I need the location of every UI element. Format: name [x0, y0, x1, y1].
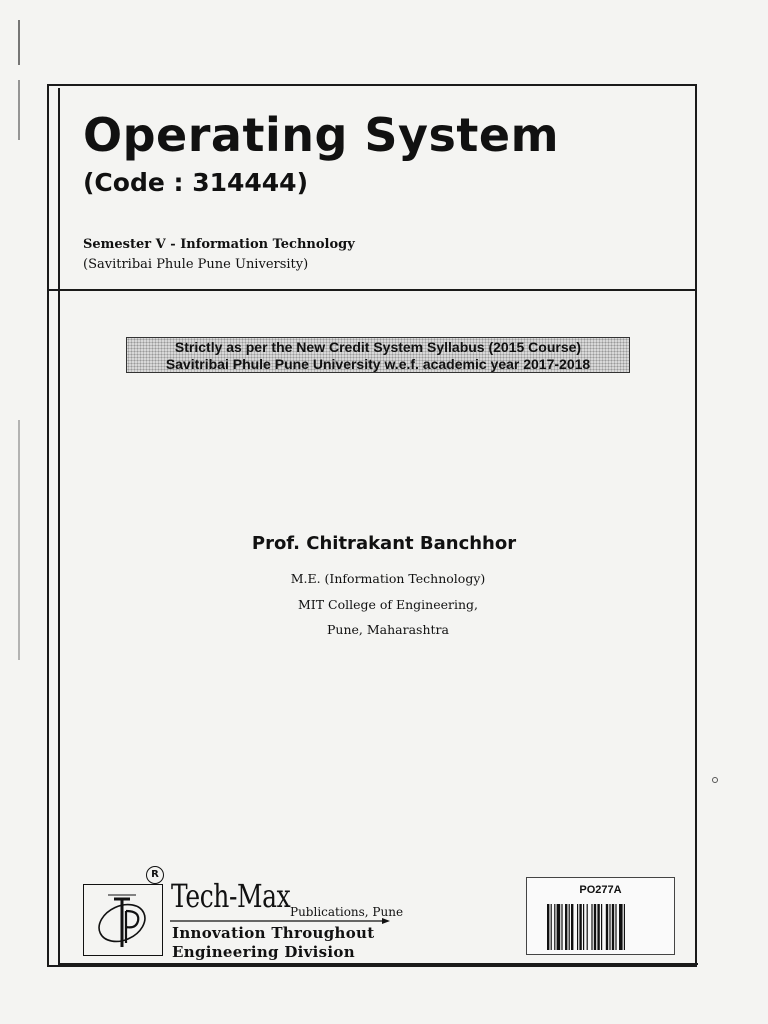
- barcode-bar: [569, 904, 570, 950]
- techmax-logo-icon: [83, 884, 163, 956]
- publisher-tagline-2: Engineering Division: [172, 943, 355, 961]
- author-city: Pune, Maharashtra: [327, 622, 449, 637]
- barcode-bar: [547, 904, 549, 950]
- author-name: Prof. Chitrakant Banchhor: [251, 533, 517, 554]
- barcode-icon: [547, 904, 655, 950]
- barcode-bar: [594, 904, 596, 950]
- barcode-bar: [577, 904, 578, 950]
- publisher-tagline-1: Innovation Throughout: [172, 924, 375, 942]
- publisher-location: Publications, Pune: [290, 905, 404, 919]
- barcode-bar: [554, 904, 555, 950]
- university-label: (Savitribai Phule Pune University): [83, 257, 309, 272]
- registered-trademark-icon: R: [146, 866, 164, 884]
- barcode-bar: [624, 904, 625, 950]
- barcode-bar: [561, 904, 562, 950]
- semester-label: Semester V - Information Technology: [83, 237, 355, 252]
- book-title: Operating System: [83, 108, 560, 162]
- barcode-bar: [571, 904, 573, 950]
- barcode-code: PO277A: [579, 884, 622, 896]
- author-degree: M.E. (Information Technology): [290, 571, 486, 586]
- barcode-panel: [526, 877, 675, 955]
- barcode-bar: [587, 904, 588, 950]
- barcode-bar: [619, 904, 623, 950]
- syllabus-line-2: Savitribai Phule Pune University w.e.f. academic year 2017-2018: [165, 356, 591, 372]
- barcode-bar: [609, 904, 610, 950]
- barcode-bar: [597, 904, 599, 950]
- barcode-bar: [606, 904, 608, 950]
- barcode-bar: [591, 904, 592, 950]
- barcode-bar: [615, 904, 616, 950]
- publisher-brand: Tech-Max: [171, 877, 291, 915]
- barcode-bar: [612, 904, 614, 950]
- cover-inner-frame: [58, 88, 698, 965]
- scan-edge-artifact: [18, 20, 20, 660]
- barcode-bar: [579, 904, 581, 950]
- header-divider: [47, 289, 697, 291]
- barcode-bar: [565, 904, 567, 950]
- syllabus-banner: [126, 337, 630, 373]
- barcode-bar: [601, 904, 602, 950]
- syllabus-line-1: Strictly as per the New Credit System Syllabus (2015 Course): [174, 339, 582, 355]
- barcode-bar: [551, 904, 552, 950]
- barcode-bar: [557, 904, 561, 950]
- scan-speck: [712, 777, 718, 783]
- course-code: (Code : 314444): [83, 168, 308, 197]
- author-college: MIT College of Engineering,: [297, 597, 479, 612]
- barcode-bar: [583, 904, 584, 950]
